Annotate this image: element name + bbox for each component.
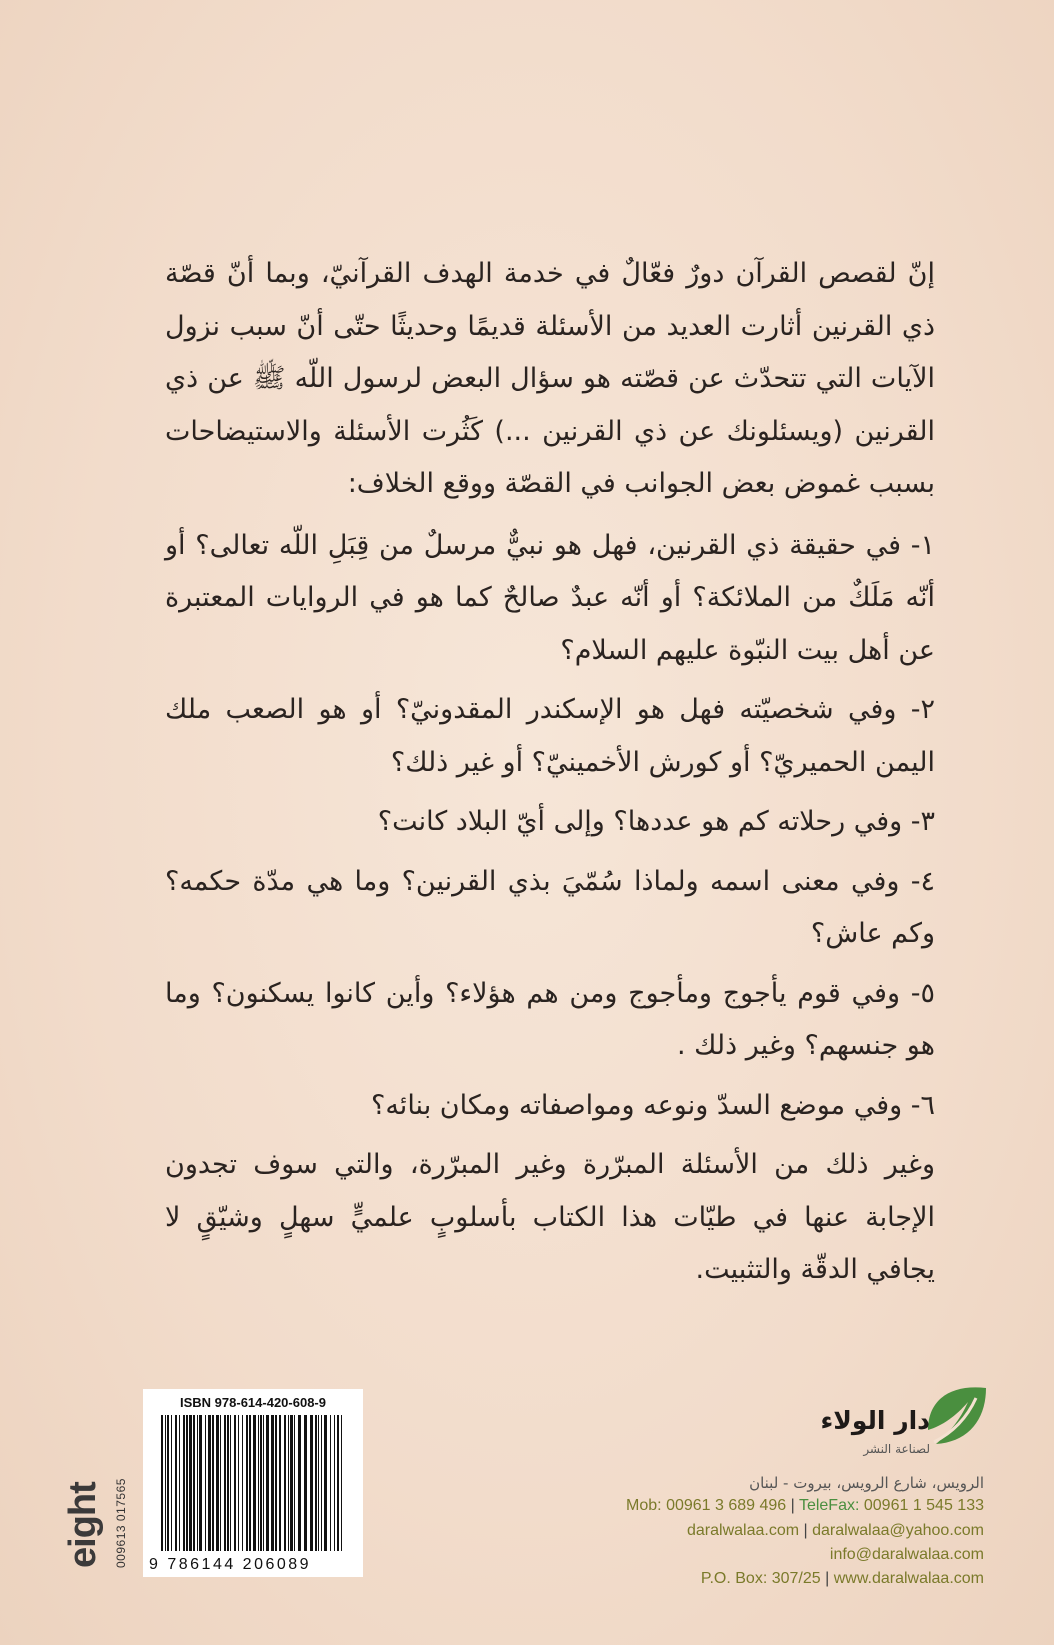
email-link[interactable]: daralwalaa@yahoo.com [812,1522,984,1539]
telefax-number: 00961 1 545 133 [863,1497,984,1514]
question-2: ٢- وفي شخصيّته فهل هو الإسكندر المقدونيّ؟ أو هو الصعب ملك اليمن الحميريّ؟ أو كورش الأخمينيّ؟ أو غير ذلك؟ [165,694,935,778]
publisher-name: دار الولاء [820,1406,930,1435]
question-1: ١- في حقيقة ذي القرنين، فهل هو نبيٌّ مرسلٌ من قِبَلِ اللّه تعالى؟ أو أنّه مَلَكٌ من الملائكة؟ أو أنّه عبدٌ صالحٌ كما هو في الروايات المعتبرة عن أهل بيت النبّوة عليهم السلام؟ [165,529,935,666]
cover-blurb [165,248,935,1304]
isbn-label: ISBN 978-614-420-608-9 [180,1395,326,1410]
telefax-label: TeleFax: [798,1497,860,1514]
barcode-digits: 9 786144 206089 [149,1556,312,1573]
question-4: ٤- وفي معنى اسمه ولماذا سُمّيَ بذي القرنين؟ وما هي مدّة حكمه؟ وكم عاش؟ [165,865,935,949]
eight-code: 009613 017565 [114,1478,128,1568]
publisher-address: الرويس، شارع الرويس، بيروت - لبنان [749,1474,984,1492]
separator: | [825,1570,830,1587]
separator: | [790,1497,795,1514]
publisher-leaf-icon [920,1380,992,1452]
question-6: ٦- وفي موضع السدّ ونوعه ومواصفاته ومكان بنائه؟ [371,1089,935,1121]
email-line [284,1546,984,1564]
pobox-line [284,1570,984,1588]
question-3: ٣- وفي رحلاته كم هو عددها؟ وإلى أيّ البلاد كانت؟ [377,806,935,837]
separator: | [803,1522,808,1539]
eight-logo: eight [62,1482,104,1568]
pobox: P.O. Box: 307/25 [700,1570,821,1587]
mob-label: Mob: [626,1497,662,1514]
publisher-tagline: لصناعة النشر [863,1442,930,1456]
blurb-conclusion: وغير ذلك من الأسئلة المبرّرة وغير المبرّرة، والتي سوف تجدون الإجابة عنها في طيّات هذا الكتاب بأسلوبٍ علميٍّ سهلٍ وشيّقٍ لا يجافي الدقّة والتثبيت. [165,1149,935,1285]
mob-number: 00961 3 689 496 [666,1497,787,1514]
website-link[interactable]: daralwalaa.com [686,1522,800,1539]
phone-line [284,1497,984,1515]
blurb-intro: إنّ لقصص القرآن دورٌ فعّالٌ في خدمة الهدف القرآنيّ، وبما أنّ قصّة ذي القرنين أثارت العديد من الأسئلة قديمًا وحديثًا حتّى أنّ سبب نزول الآيات التي تتحدّث عن قصّته هو سؤال البعض لرسول اللّه ﷺ عن ذي القرنين (ويسئلونك عن ذي القرنين ...) كَثُرت الأسئلة والاستيضاحات بسبب غموض بعض الجوانب في القصّة ووقع الخلاف: [165,258,935,499]
info-email-link[interactable]: info@daralwalaa.com [829,1546,984,1563]
website2-link[interactable]: www.daralwalaa.com [833,1570,984,1587]
web-line [284,1522,984,1540]
question-5: ٥- وفي قوم يأجوج ومأجوج ومن هم هؤلاء؟ وأين كانوا يسكنون؟ وما هو جنسهم؟ وغير ذلك . [165,977,935,1061]
